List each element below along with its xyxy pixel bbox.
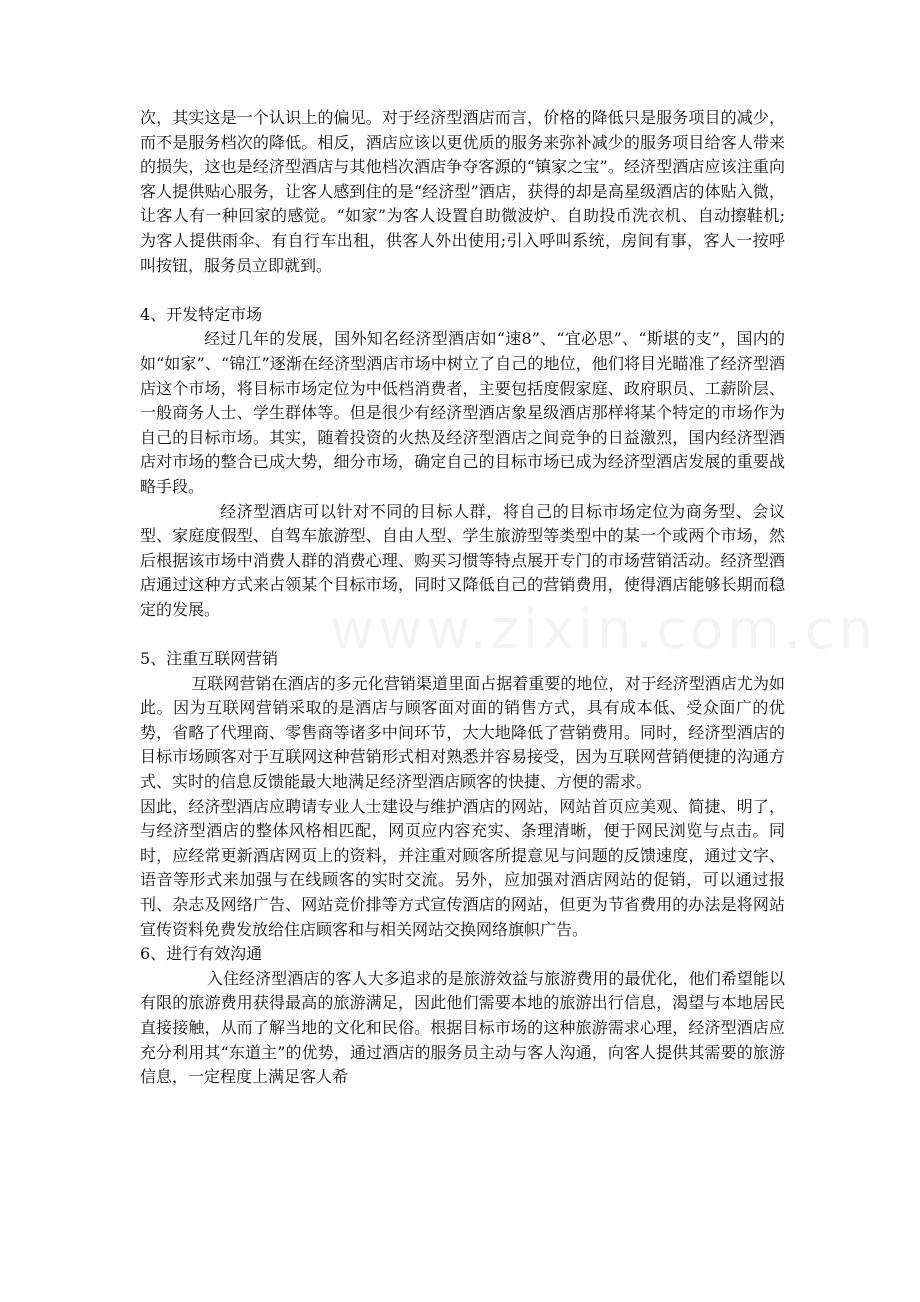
section-heading-5: 5、注重互联网营销 xyxy=(140,649,279,669)
paragraph-spacer xyxy=(140,622,785,647)
paragraph-section-6-1: 入住经济型酒店的客人大多追求的是旅游效益与旅游费用的最优化，他们希望能以有限的旅游费用获得最高的旅游满足，因此他们需要本地的旅游出行信息，渴望与本地居民直接接触，从而了解当地的文化和民俗。根据目标市场的这种旅游需求心理，经济型酒店应充分利用其“东道主”的优势，通过酒店的服务员主动与客人沟通，向客人提供其需要的旅游信息，一定程度上满足客人希 xyxy=(140,968,785,1087)
paragraph-intro: 次，其实这是一个认识上的偏见。对于经济型酒店而言，价格的降低只是服务项目的减少，而不是服务档次的降低。相反，酒店应该以更优质的服务来弥补减少的服务项目给客人带来的损失，这也是经济型酒店与其他档次酒店争夺客源的“镇家之宝”。经济型酒店应该注重向客人提供贴心服务，让客人感到住的是“经济型”酒店，获得的却是高星级酒店的体贴入微，让客人有一种回家的感觉。“如家”为客人设置自助微波炉、自助投币洗衣机、自动擦鞋机;为客人提供雨伞、有自行车出租，供客人外出使用;引入呼叫系统，房间有事，客人一按呼叫按钮，服务员立即就到。 xyxy=(140,108,785,275)
section-heading-6: 6、进行有效沟通 xyxy=(140,944,263,964)
paragraph-section-4-1: 经过几年的发展，国外知名经济型酒店如“速8”、“宜必思”、“斯堪的支”，国内的如“如家”、“锦江”逐渐在经济型酒店市场中树立了自己的地位，他们将目光瞄准了经济型酒店这个市场，将目标市场定位为中低档消费者，主要包括度假家庭、政府职员、工薪阶层、一般商务人士、学生群体等。但是很少有经济型酒店象星级酒店那样将某个特定的市场作为自己的目标市场。其实，随着投资的火热及经济型酒店之间竞争的日益激烈，国内经济型酒店对市场的整合已成大势，细分市场，确定自己的目标市场已成为经济型酒店发展的重要战略手段。 xyxy=(140,329,786,496)
document-page xyxy=(140,106,785,1090)
paragraph-section-5-1: 互联网营销在酒店的多元化营销渠道里面占据着重要的地位，对于经济型酒店尤为如此。因为互联网营销采取的是酒店与顾客面对面的销售方式，具有成本低、受众面广的优势，省略了代理商、零售商等诸多中间环节，大大地降低了营销费用。同时，经济型酒店的目标市场顾客对于互联网这种营销形式相对熟悉并容易接受，因为互联网营销便捷的沟通方式、实时的信息反馈能最大地满足经济型酒店顾客的快捷、方便的需求。 xyxy=(140,673,785,792)
paragraph-section-4-2: 经济型酒店可以针对不同的目标人群，将自己的目标市场定位为商务型、会议型、家庭度假型、自驾车旅游型、自由人型、学生旅游型等类型中的某一个或两个市场，然后根据该市场中消费人群的消费心理、购买习惯等特点展开专门的市场营销活动。经济型酒店通过这种方式来占领某个目标市场，同时又降低自己的营销费用，使得酒店能够长期而稳定的发展。 xyxy=(140,501,785,619)
paragraph-section-5-2: 因此，经济型酒店应聘请专业人士建设与维护酒店的网站，网站首页应美观、简捷、明了，与经济型酒店的整体风格相匹配，网页应内容充实、条理清晰，便于网民浏览与点击。同时，应经常更新酒店网页上的资料，并注重对顾客所提意见与问题的反馈速度，通过文字、语音等形式来加强与在线顾客的实时交流。另外，应加强对酒店网站的促销，可以通过报刊、杂志及网络广告、网站竞价排等方式宣传酒店的网站，但更为节省费用的办法是将网站宣传资料免费发放给住店顾客和与相关网站交换网络旗帜广告。 xyxy=(140,796,785,939)
section-heading-4: 4、开发特定市场 xyxy=(140,304,263,324)
paragraph-spacer xyxy=(140,278,785,303)
